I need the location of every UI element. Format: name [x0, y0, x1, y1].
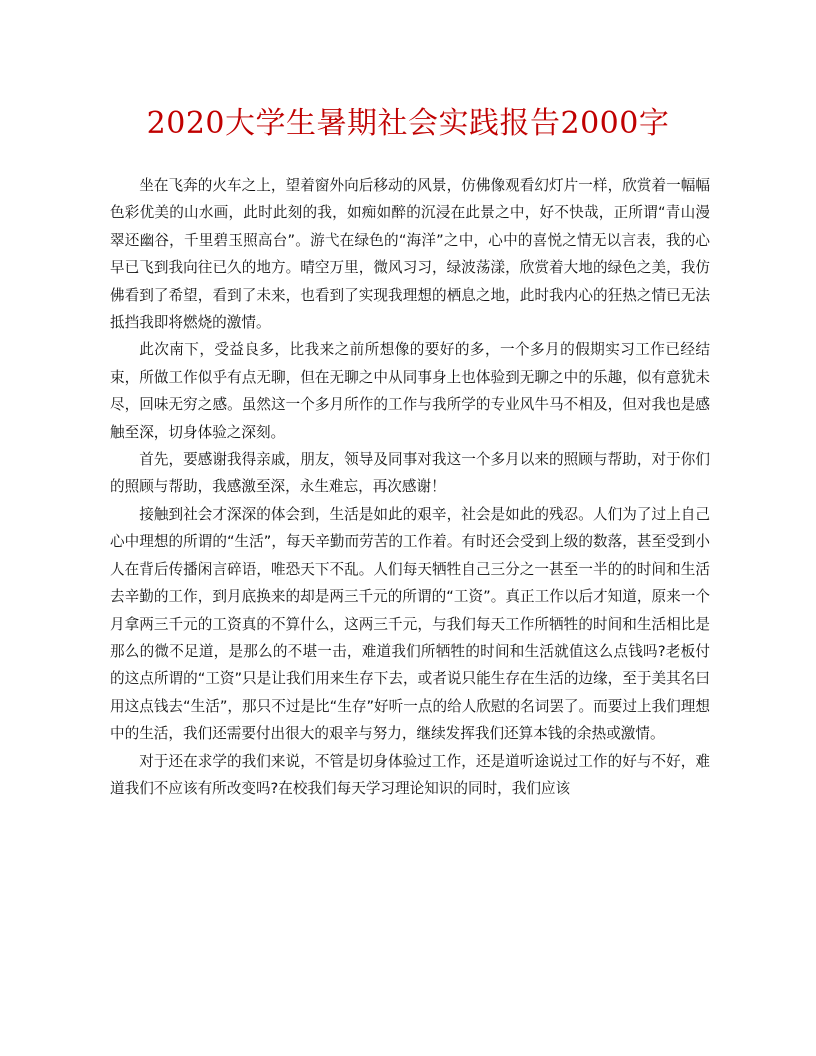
paragraph-1: 坐在飞奔的火车之上，望着窗外向后移动的风景，仿佛像观看幻灯片一样，欣赏着一幅幅色彩优美的山水画，此时此刻的我，如痴如醉的沉浸在此景之中，好不快哉，正所谓“青山漫翠还幽谷，千里碧玉照高台”。游弋在绿色的“海洋”之中，心中的喜悦之情无以言表，我的心早已飞到我向往已久的地方。晴空万里，微风习习，绿波荡漾，欣赏着大地的绿色之美，我仿佛看到了希望，看到了未来，也看到了实现我理想的栖息之地，此时我内心的狂热之情已无法抵挡我即将燃烧的激情。	[110, 177, 710, 332]
paragraph-4: 接触到社会才深深的体会到，生活是如此的艰辛，社会是如此的残忍。人们为了过上自己心中理想的所谓的“生活”，每天辛勤而劳苦的工作着。有时还会受到上级的数落，甚至受到小人在背后传播闲言碎语，唯恐天下不乱。人们每天牺牲自己三分之一甚至一半的的时间和生活去辛勤的工作，到月底换来的却是两三千元的所谓的“工资”。真正工作以后才知道，原来一个月拿两三千元的工资真的不算什么，这两三千元，与我们每天工作所牺牲的时间和生活相比是那么的微不足道，是那么的不堪一击，难道我们所牺牲的时间和生活就值这么点钱吗?老板付的这点所谓的“工资”只是让我们用来生存下去，或者说只能生存在生活的边缘，至于美其名曰用这点钱去“生活”，那只不过是比“生存”好听一点的给人欣慰的名词罢了。而要过上我们理想中的生活，我们还需要付出很大的艰辛与努力，继续发挥我们还算本钱的余热或激情。	[110, 505, 710, 743]
page-title: 2020大学生暑期社会实践报告2000字	[146, 106, 670, 141]
paragraph-3: 首先，要感谢我得亲戚，朋友，领导及同事对我这一个多月以来的照顾与帮助，对于你们的照顾与帮助，我感激至深，永生难忘，再次感谢！	[110, 451, 710, 496]
document-body	[110, 172, 710, 802]
paragraph-5: 对于还在求学的我们来说，不管是切身体验过工作，还是道听途说过工作的好与不好，难道我们不应该有所改变吗?在校我们每天学习理论知识的同时，我们应该	[110, 752, 710, 797]
paragraph-2: 此次南下，受益良多，比我来之前所想像的要好的多，一个多月的假期实习工作已经结束，所做工作似乎有点无聊，但在无聊之中从同事身上也体验到无聊之中的乐趣，似有意犹未尽，回味无穷之感。虽然这一个多月所作的工作与我所学的专业风牛马不相及，但对我也是感触至深，切身体验之深刻。	[110, 341, 710, 441]
